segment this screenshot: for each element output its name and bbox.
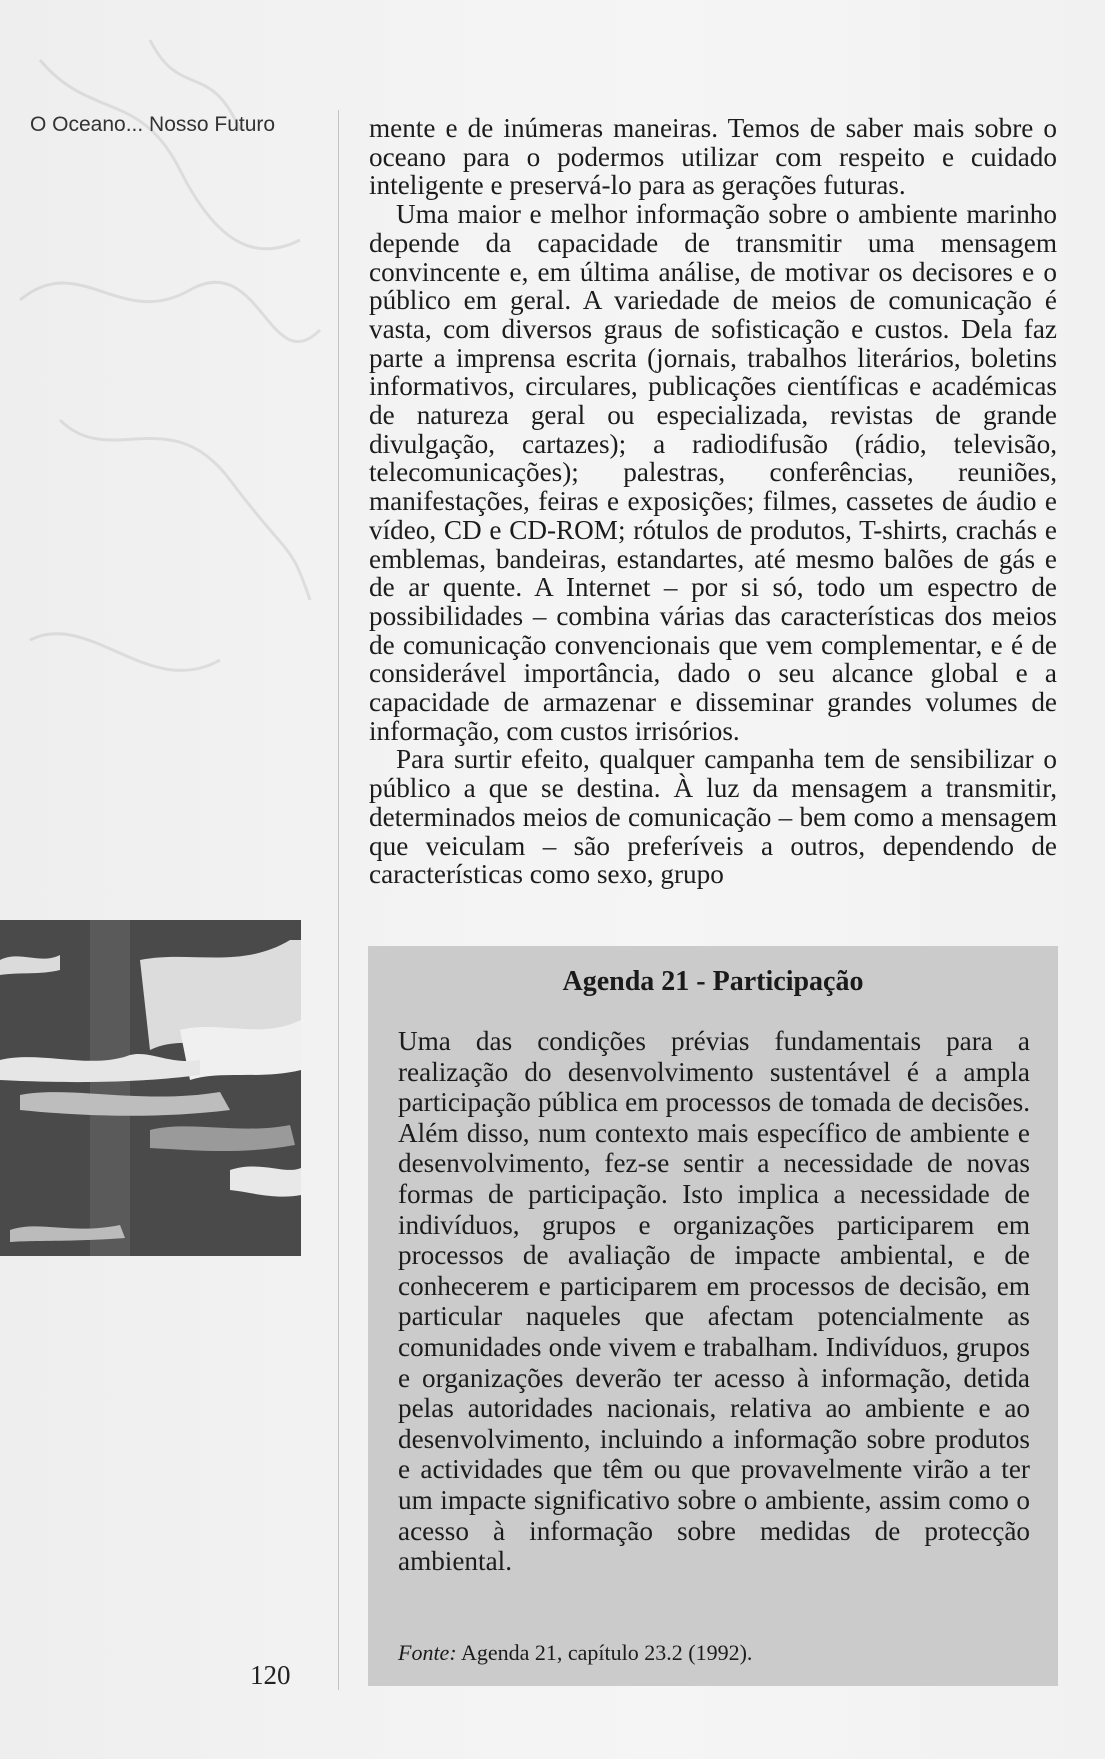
running-header: O Oceano... Nosso Futuro <box>30 113 276 136</box>
source-label: Fonte: <box>398 1640 457 1665</box>
box-title: Agenda 21 - Participação <box>562 966 864 997</box>
main-text <box>369 114 1057 889</box>
column-divider <box>338 110 339 1690</box>
box-source <box>398 1640 1030 1666</box>
body-paragraph: Uma maior e melhor informação sobre o ambiente marinho depende da capacidade de transmitir uma mensagem convincente e, em última análise, de motivar os decisores e o público em geral. A variedade de meios de comunicação é vasta, com diversos graus de sofisticação e custos. Dela faz parte a imprensa escrita (jornais, trabalhos literários, boletins informativos, circulares, publicações científicas e académicas de natureza geral ou especializada, revistas de grande divulgação, cartazes); a radiodifusão (rádio, televisão, telecomunicações); palestras, conferências, reuniões, manifestações, feiras e exposições; filmes, cassetes de áudio e vídeo, CD e CD-ROM; rótulos de produtos, T-shirts, crachás e emblemas, bandeiras, estandartes, até mesmo balões de gás e de ar quente. A Internet – por si só, todo um espectro de possibilidades – combina várias das características dos meios de comunicação convencionais que vem complementar, e é de considerável importância, dado o seu alcance global e a capacidade de armazenar e disseminar grandes volumes de informação, com custos irrisórios. <box>369 199 1057 746</box>
body-paragraph: mente e de inúmeras maneiras. Temos de saber mais sobre o oceano para o podermos utilizar com respeito e cuidado inteligente e preservá-lo para as gerações futuras. <box>369 113 1057 201</box>
source-text: Agenda 21, capítulo 23.2 (1992). <box>460 1640 753 1665</box>
agenda-21-box <box>368 946 1058 1686</box>
page-number: 120 <box>250 1660 291 1690</box>
body-paragraph: Para surtir efeito, qualquer campanha tem de sensibilizar o público a que se destina. À luz da mensagem a transmitir, determinados meios de comunicação – bem como a mensagem que veiculam – são preferíveis a outros, dependendo de características como sexo, grupo <box>369 744 1057 890</box>
ocean-photo <box>0 920 301 1256</box>
box-text: Uma das condições prévias fundamentais para a realização do desenvolvimento sustentável é a ampla participação pública em processos de tomada de decisões. Além disso, num contexto mais específico de ambiente e desenvolvimento, fez-se sentir a necessidade de novas formas de participação. Isto implica a necessidade de indivíduos, grupos e organizações participarem em processos de avaliação de impacte ambiental, e de conhecerem e participarem em processos de decisão, em particular naqueles que afectam potencialmente as comunidades onde vivem e trabalham. Indivíduos, grupos e organizações deverão ter acesso à informação, detida pelas autoridades nacionais, relativa ao ambiente e ao desenvolvimento, incluindo a informação sobre produtos e actividades que têm ou que provavelmente virão a ter um impacte significativo sobre o ambiente, assim como o acesso à informação sobre medidas de protecção ambiental. <box>398 1026 1030 1577</box>
